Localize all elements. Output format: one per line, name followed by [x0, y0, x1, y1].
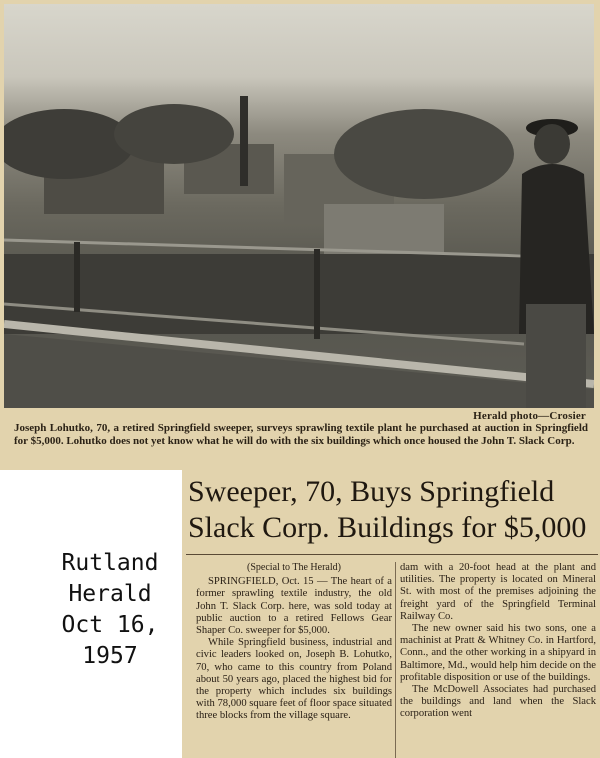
headline-line-2: Slack Corp. Buildings for $5,000: [188, 511, 587, 544]
paragraph: The new owner said his two sons, one a machinist at Pratt & Whitney Co. in Hartford, Conn., and the other working in a shipyard in Baltimore, Md., would help him decide on the profitable disposition or use of the buildings.: [400, 623, 596, 683]
paragraph: SPRINGFIELD, Oct. 15 — The heart of a former sprawling textile industry, the old John T. Slack Corp. here, was sold today at public auction to a retired Fellows Gear Shaper Co. sweeper for $5,000.: [196, 576, 392, 637]
paragraph: The McDowell Associates had purchased the buildings and land when the Slack corporation went: [400, 684, 596, 720]
column-rule: [395, 562, 396, 758]
news-photo: [4, 4, 594, 408]
paragraph: dam with a 20-foot head at the plant and utilities. The property is located on Mineral St. with most of the premises adjoining the freight yard of the Springfield Terminal Railway Co.: [400, 562, 596, 622]
paragraph: While Springfield business, industrial and civic leaders looked on, Joseph B. Lohutko, 70, who came to this country from Poland about 50 years ago, placed the highest bid for the property which includes six buildings with 78,000 square feet of floor space situated three blocks from the village square.: [196, 637, 392, 722]
photo-credit: Herald photo—Crosier: [473, 410, 586, 422]
source-label-line: Herald: [68, 581, 152, 607]
photo-caption: Joseph Lohutko, 70, a retired Springfield sweeper, surveys sprawling textile plant he purchased at auction in Springfield for $5,000. Lohutko does not yet know what he will do with the six buildings which once housed the John T. Slack Corp.: [14, 422, 588, 447]
headline: [188, 474, 598, 546]
source-label-line: Oct 16,: [61, 612, 159, 638]
article-column-right: [400, 562, 596, 721]
source-label-line: Rutland: [61, 550, 159, 576]
headline-divider: [186, 554, 598, 555]
article-column-left: [196, 562, 392, 723]
photo-illustration: [4, 4, 594, 408]
article-clipping: [182, 470, 600, 758]
headline-line-1: Sweeper, 70, Buys Springfield: [188, 475, 555, 508]
source-label: [40, 548, 180, 672]
byline: (Special to The Herald): [247, 562, 341, 573]
source-label-line: 1957: [82, 643, 138, 669]
